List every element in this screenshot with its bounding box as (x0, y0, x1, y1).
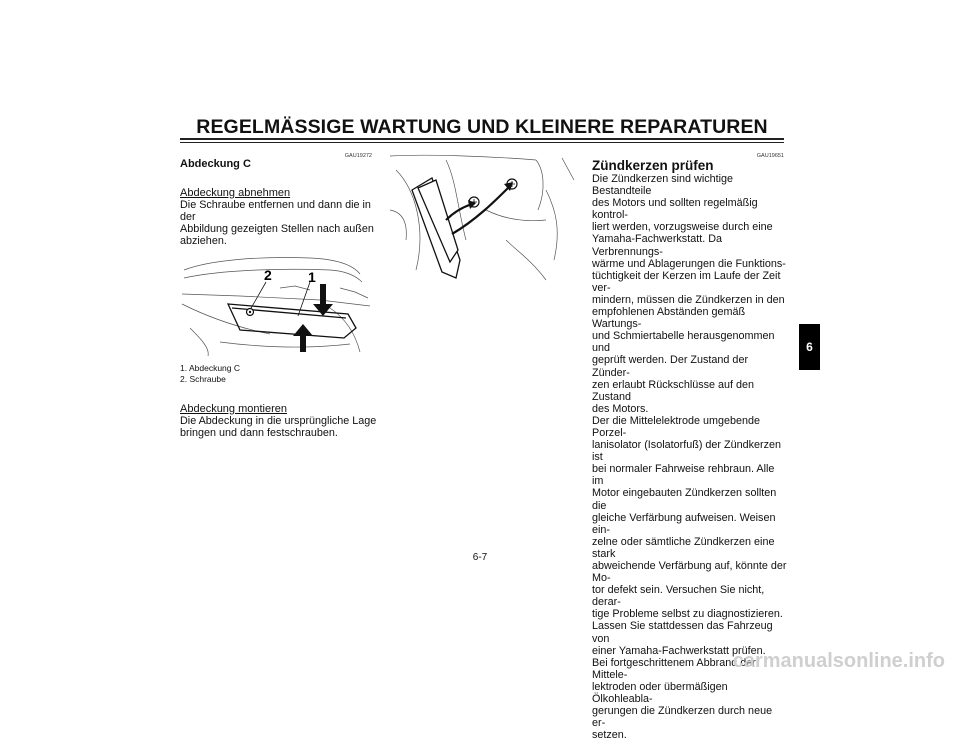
caption-item: 1. Abdeckung C (180, 363, 241, 373)
text-line: bringen und dann festschrauben. (180, 427, 338, 440)
watermark: carmanualsonline.info (732, 650, 945, 672)
section-code: GAU19272 (344, 153, 372, 159)
text-line: tor defekt sein. Versuchen Sie nicht, derar- (592, 584, 765, 609)
text-line: empfohlenen Abständen gemäß Wartungs- (592, 306, 746, 331)
text-line: wärme und Ablagerungen die Funktions- (592, 257, 786, 270)
text-line: zen erlaubt Rückschlüsse auf den Zustand (592, 378, 755, 403)
text-line: mindern, müssen die Zündkerzen in den (592, 293, 785, 306)
text-line: und Schmiertabelle herausgenommen und (592, 330, 775, 355)
text-line: lanisolator (Isolatorfuß) der Zündkerzen ist (592, 439, 782, 464)
text-line: setzen. (592, 729, 627, 741)
text-line: Der die Mittelelektrode umgebende Porzel- (592, 414, 761, 439)
cover-removal-illustration (386, 150, 578, 285)
subheading-install: Abdeckung montieren (180, 403, 288, 415)
text-line: abweichende Verfärbung auf, könnte der Mo- (592, 560, 787, 585)
caption-item: 2. Schraube (180, 374, 226, 384)
text-line: zelne oder sämtliche Zündkerzen eine stark (592, 535, 775, 560)
text-line: Yamaha-Fachwerkstatt. Da Verbrennungs- (592, 233, 723, 258)
text-line: Abbildung gezeigten Stellen nach außen (180, 223, 374, 236)
remove-instructions (180, 199, 380, 247)
text-line: Lassen Sie stattdessen das Fahrzeug von (592, 620, 773, 645)
figure-label: 1 (308, 269, 316, 285)
text-line: liert werden, vorzugsweise durch eine (592, 221, 773, 234)
page-number: 6-7 (472, 552, 488, 563)
text-line: gleiche Verfärbung aufweisen. Weisen ein- (592, 511, 776, 536)
figure-captions (180, 363, 240, 385)
arrow-up-icon (293, 324, 313, 352)
arrow-icon (452, 188, 508, 234)
figure-label: 2 (264, 267, 272, 283)
text-line: des Motors und sollten regelmäßig kontrol- (592, 197, 758, 222)
section-heading: Abdeckung C (180, 158, 251, 170)
subheading-remove: Abdeckung abnehmen (180, 187, 291, 199)
section-code: GAU19651 (756, 153, 784, 159)
install-instructions (180, 415, 380, 439)
text-line: des Motors. (592, 402, 649, 415)
text-line: Bei fortgeschrittenem Abbrand der Mittele- (592, 656, 756, 681)
section-heading: Zündkerzen prüfen (592, 158, 714, 173)
text-line: tüchtigkeit der Kerzen im Laufe der Zeit ver- (592, 269, 781, 294)
text-line: Die Zündkerzen sind wichtige Bestandteile (592, 173, 734, 198)
text-line: Die Abdeckung in die ursprüngliche Lage (180, 415, 377, 427)
cover-c-illustration (180, 248, 372, 358)
text-line: lektroden oder übermäßigen Ölkohleabla- (592, 680, 728, 706)
page-title: REGELMÄSSIGE WARTUNG UND KLEINERE REPARATUREN (196, 116, 768, 138)
text-line: geprüft werden. Der Zustand der Zünder- (592, 354, 749, 379)
text-line: tige Probleme selbst zu diagnostizieren. (592, 608, 783, 621)
title-rule-thin (180, 142, 784, 143)
text-line: abziehen. (180, 235, 227, 248)
text-line: Die Schraube entfernen und dann die in der (180, 199, 371, 224)
text-line: Motor eingebauten Zündkerzen sollten die (592, 487, 777, 512)
text-line: einer Yamaha-Fachwerkstatt prüfen. (592, 644, 766, 657)
title-rule (180, 138, 784, 140)
chapter-tab: 6 (799, 324, 820, 370)
text-line: bei normaler Fahrweise rehbraun. Alle im (592, 463, 775, 488)
text-line: gerungen die Zündkerzen durch neue er- (592, 705, 773, 730)
